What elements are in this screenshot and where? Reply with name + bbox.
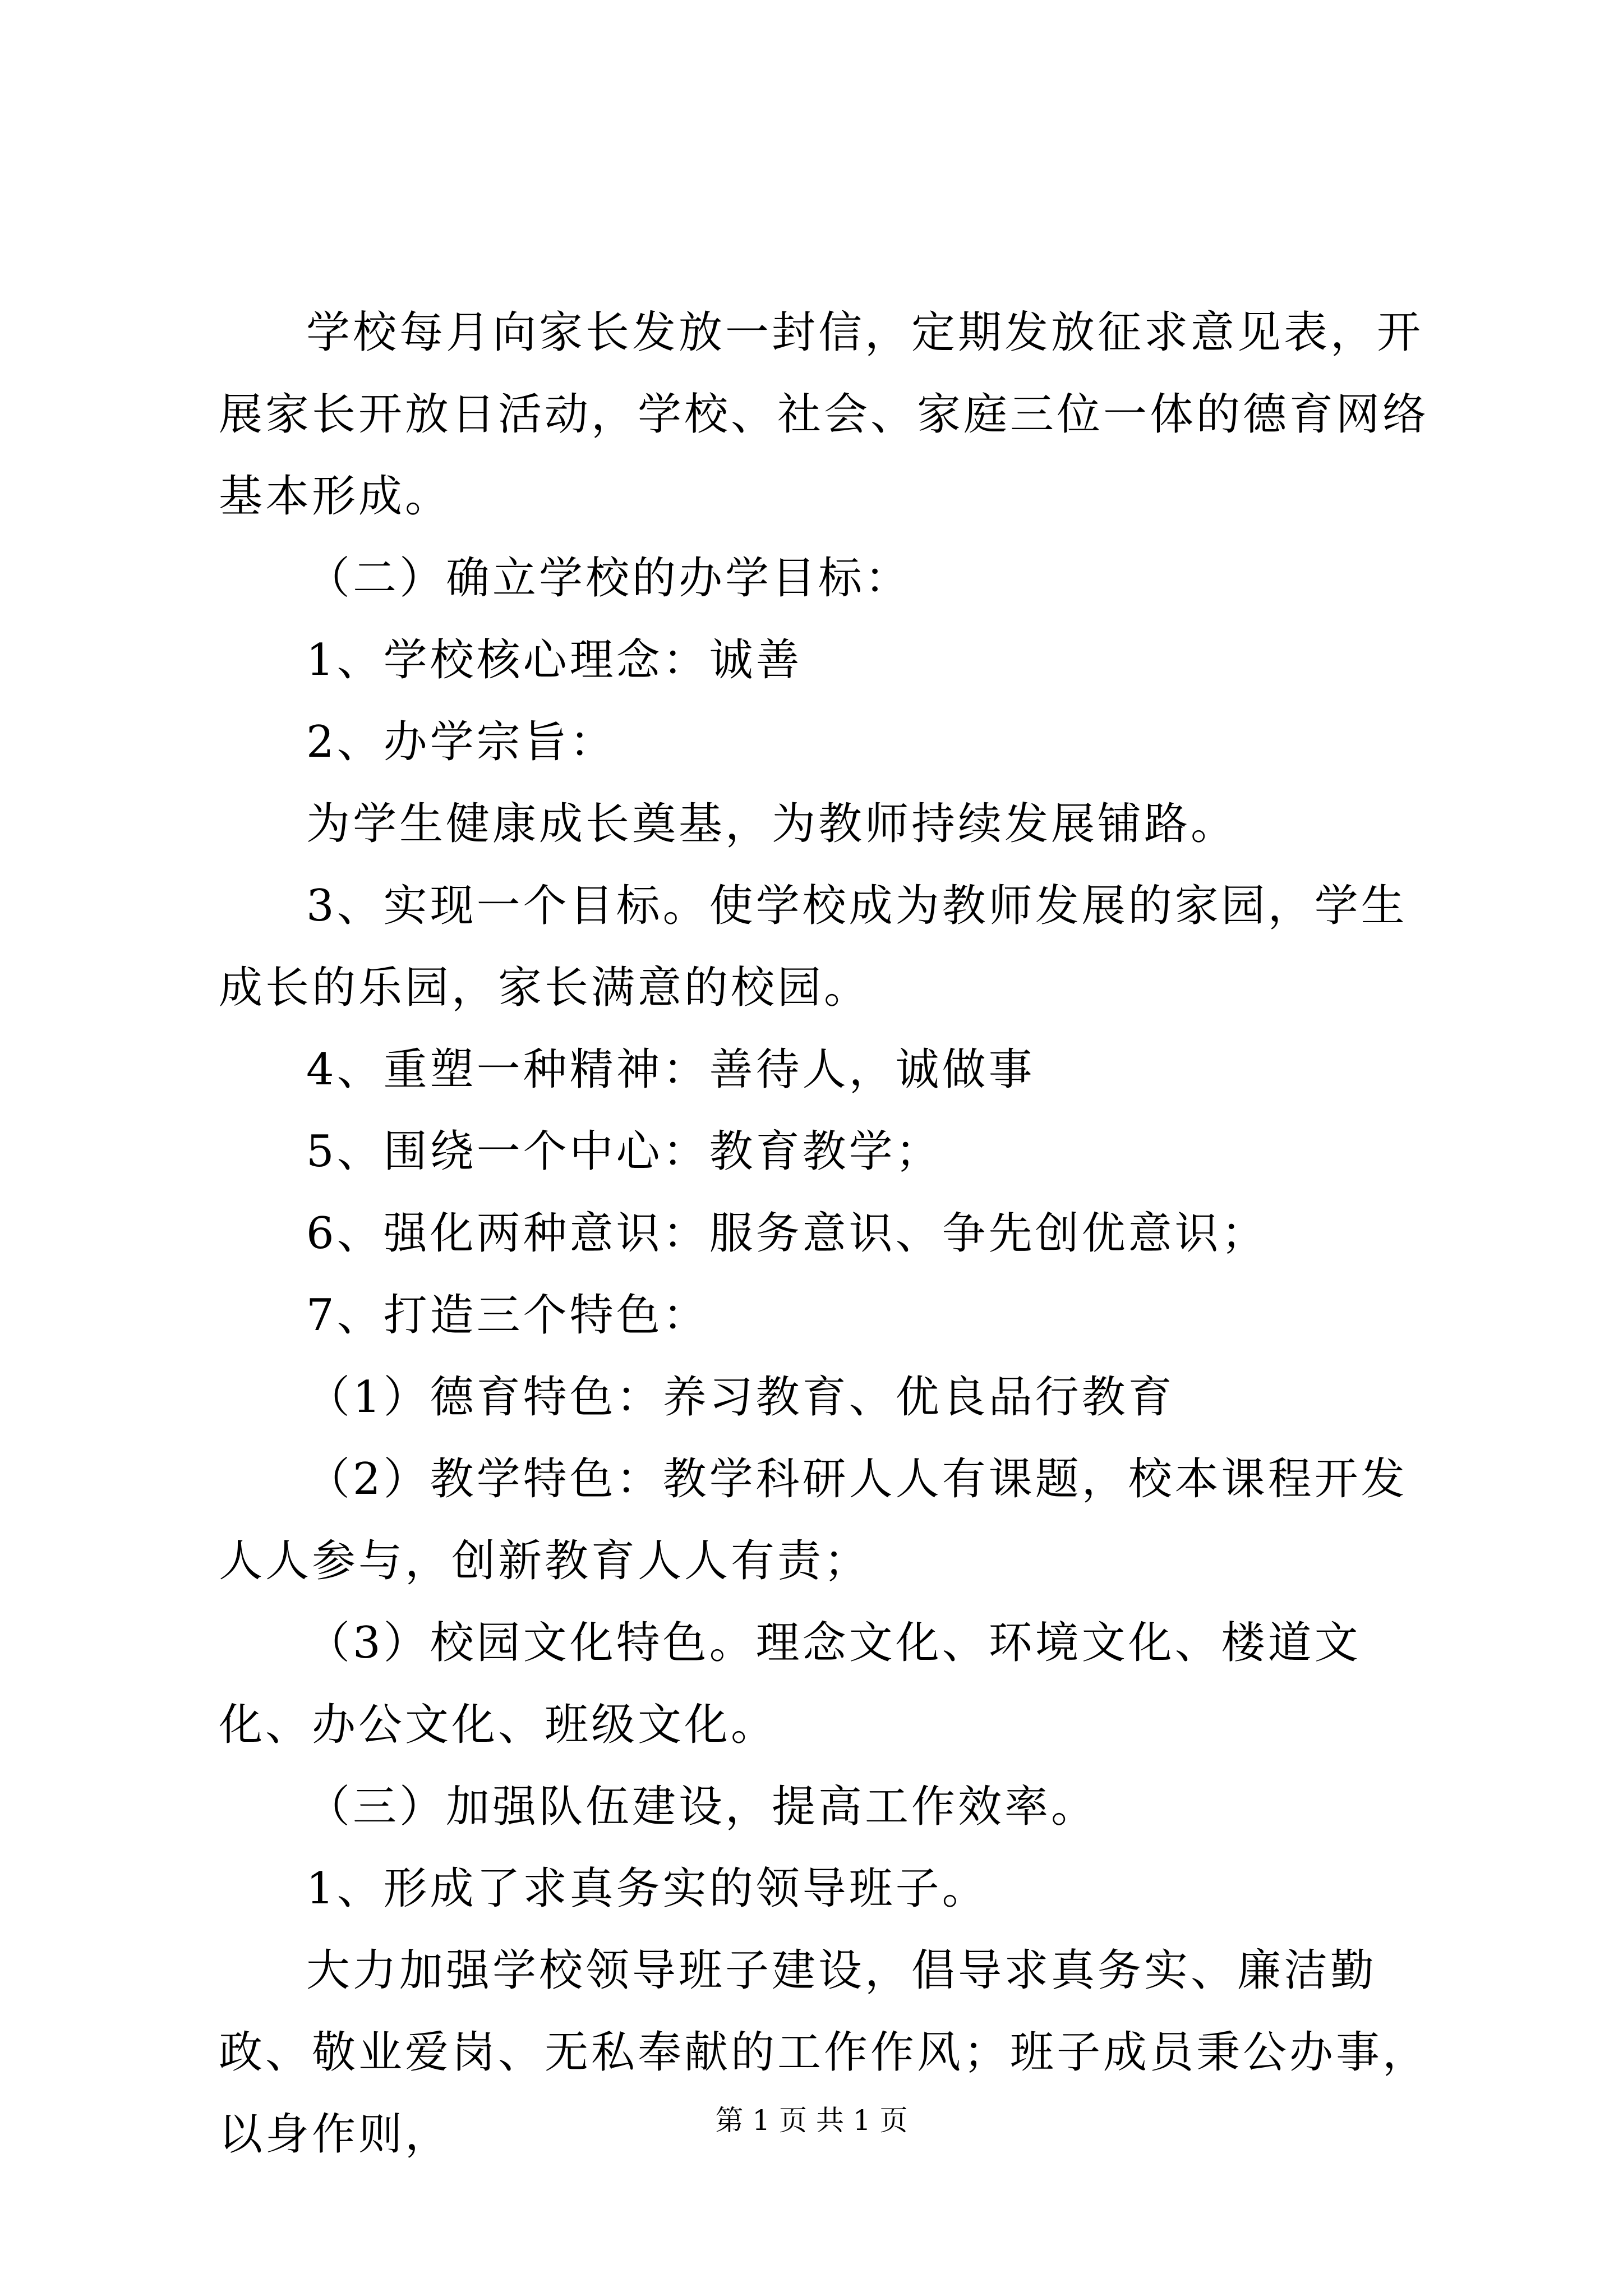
paragraph: 学校每月向家长发放一封信，定期发放征求意见表，开展家长开放日活动，学校、社会、家庭三位一体的德育网络基本形成。 [219, 307, 1430, 522]
sub-list-item: （1）德育特色：养习教育、优良品行教育 [306, 1372, 1175, 1423]
list-item: 1、学校核心理念：诚善 [306, 635, 803, 685]
section-heading: （二）确立学校的办学目标： [306, 553, 912, 604]
sub-list-item: （3）校园文化特色。理念文化、环境文化、楼道文化、办公文化、班级文化。 [219, 1618, 1361, 1750]
sub-list-item: （2）教学特色：教学科研人人有课题，校本课程开发人人参与，创新教育人人有责； [219, 1454, 1408, 1586]
list-item: 3、实现一个目标。使学校成为教师发展的家园，学生成长的乐园，家长满意的校园。 [219, 881, 1408, 1013]
document-body [219, 292, 1430, 2175]
list-item: 1、形成了求真务实的领导班子。 [306, 1864, 989, 1914]
paragraph: 为学生健康成长奠基，为教师持续发展铺路。 [306, 799, 1238, 849]
list-item: 7、打造三个特色： [306, 1290, 709, 1341]
list-item: 2、办学宗旨： [306, 717, 616, 767]
list-item: 6、强化两种意识：服务意识、争先创优意识； [306, 1208, 1268, 1259]
paragraph: 大力加强学校领导班子建设，倡导求真务实、廉洁勤政、敬业爱岗、无私奉献的工作作风；班子成员秉公办事，以身作则， [219, 1945, 1430, 2160]
list-item: 5、围绕一个中心：教育教学； [306, 1126, 942, 1177]
section-heading: （三）加强队伍建设，提高工作效率。 [306, 1782, 1098, 1832]
page-footer: 第 1 页 共 1 页 [715, 2104, 908, 2137]
list-item: 4、重塑一种精神：善待人，诚做事 [306, 1045, 1035, 1095]
